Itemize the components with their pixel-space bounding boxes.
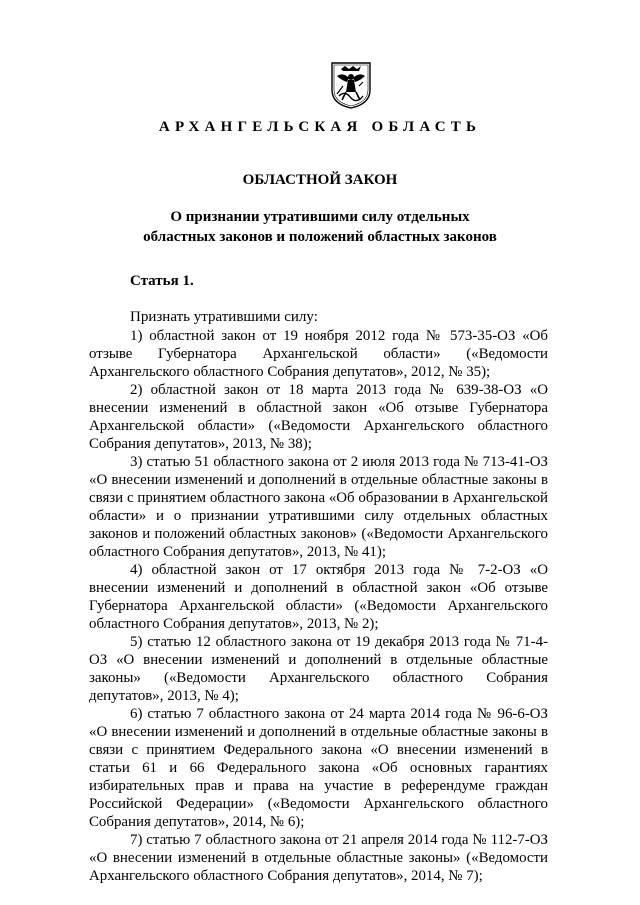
list-item: 2) областной закон от 18 марта 2013 года № 639-38-ОЗ «О внесении изменений в областной закон «Об отзыве Губернатора Архангельской области» («Ведомости Архангельского областного Собрания депутатов», 2013, № 38); (89, 382, 548, 452)
list-item: 4) областной закон от 17 октября 2013 года № 7-2-ОЗ «О внесении изменений и дополнений в областной закон «Об отзыве Губернатора Архангельской области» («Ведомости Архангельского областного Собрания депутатов», 2013, № 2); (89, 562, 548, 632)
list-item: 3) статью 51 областного закона от 2 июля 2013 года № 713-41-ОЗ «О внесении изменений и дополнений в отдельные областные законы в связи с принятием областного закона «Об образовании в Архангельской области» и о признании утратившими силу отдельных областных законов и положений областных законов» («Ведомости Архангельского областного Собрания депутатов», 2013, № 41); (89, 454, 548, 560)
law-title-line-2: областных законов и положений областных законов (143, 229, 497, 245)
law-title (90, 207, 550, 247)
list-item: 1) областной закон от 19 ноября 2012 года № 573-35-ОЗ «Об отзыве Губернатора Архангельской области» («Ведомости Архангельского областного Собрания депутатов», 2012, № 35); (89, 328, 548, 380)
law-type: ОБЛАСТНОЙ ЗАКОН (242, 172, 398, 188)
article-intro: Признать утратившими силу: (130, 309, 318, 325)
list-item: 7) статью 7 областного закона от 21 апреля 2014 года № 112-7-ОЗ «О внесении изменений в отдельные областные законы» («Ведомости Архангельского областного Собрания депутатов», 2014, № 7); (89, 832, 548, 884)
article-heading: Статья 1. (130, 273, 194, 289)
law-title-line-1: О признании утратившими силу отдельных (170, 209, 470, 225)
list-item: 6) статью 7 областного закона от 24 марта 2014 года № 96-6-ОЗ «О внесении изменений и дополнений в отдельные областные законы в связи с принятием Федерального закона «О внесении изменений в статьи 61 и 66 Федерального закона «Об основных гарантиях избирательных прав и права на участие в референдуме граждан Российской Федерации» («Ведомости Архангельского областного Собрания депутатов», 2014, № 6); (89, 706, 548, 830)
list-item: 5) статью 12 областного закона от 19 декабря 2013 года № 71-4-ОЗ «О внесении изменений и дополнений в отдельные областные законы» («Ведомости Архангельского областного Собрания депутатов», 2013, № 4); (89, 634, 548, 704)
coat-of-arms-icon (329, 60, 373, 110)
article-items (89, 327, 548, 885)
region-name: АРХАНГЕЛЬСКАЯ ОБЛАСТЬ (158, 119, 482, 135)
